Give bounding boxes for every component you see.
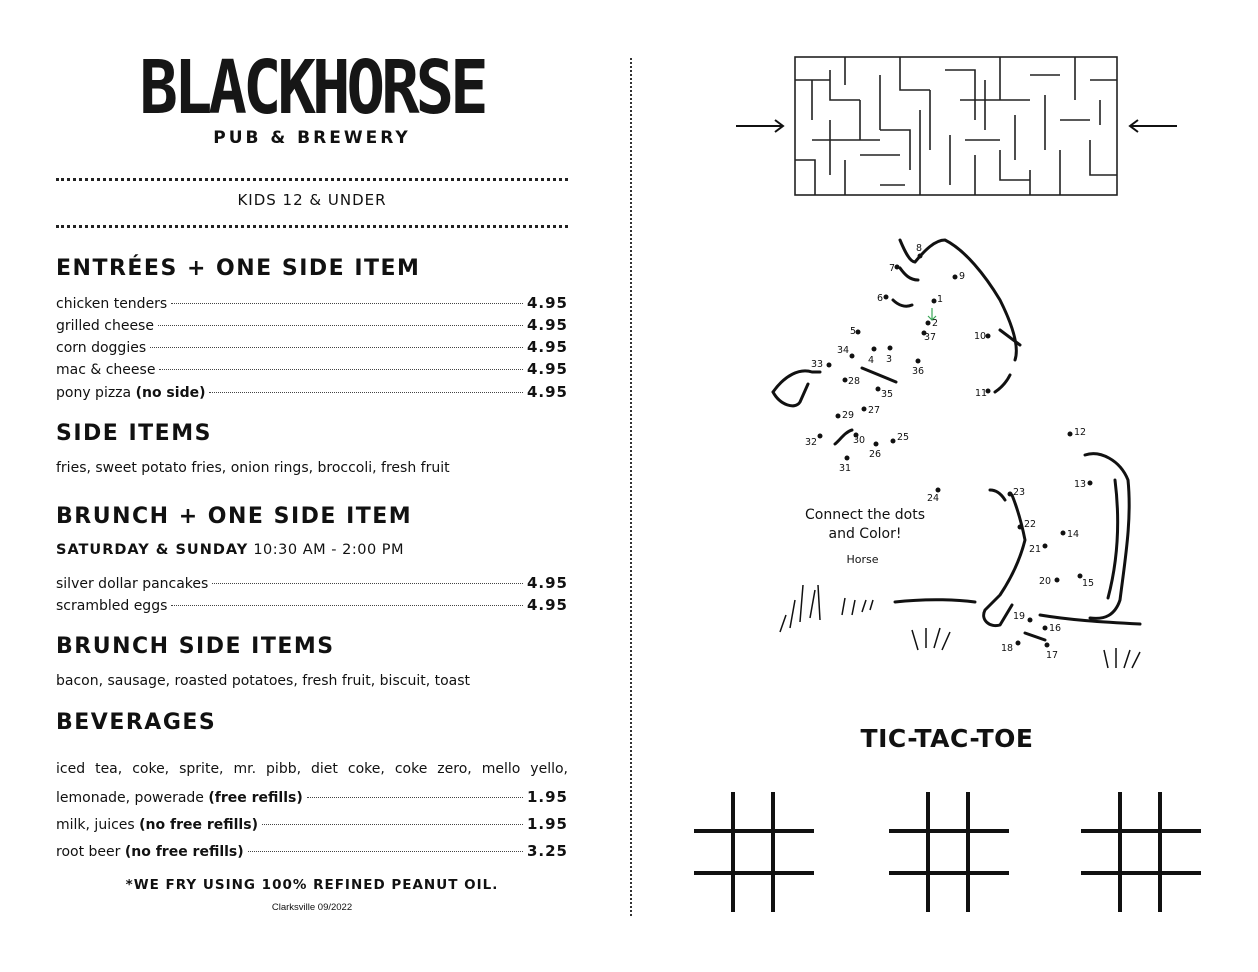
svg-text:7: 7 [889, 263, 896, 274]
menu-item: milk, juices (no free refills) 1.95 [56, 815, 568, 833]
svg-text:14: 14 [1067, 529, 1080, 540]
brunch-hours: SATURDAY & SUNDAY 10:30 AM - 2:00 PM [56, 542, 405, 558]
maze-arrows [736, 120, 1177, 132]
tictactoe-board-2 [889, 792, 1009, 912]
svg-text:17: 17 [1046, 650, 1059, 661]
svg-text:19: 19 [1013, 611, 1026, 622]
menu-item: corn doggies 4.95 [56, 338, 568, 356]
menu-item: scrambled eggs 4.95 [56, 596, 568, 614]
section-heading-brunch: BRUNCH + ONE SIDE ITEM [56, 504, 413, 529]
svg-text:6: 6 [877, 293, 884, 304]
brand-subtitle: PUB & BREWERY [213, 128, 411, 148]
svg-text:11: 11 [975, 388, 988, 399]
svg-text:12: 12 [1074, 427, 1087, 438]
menu-footer: Clarksville 09/2022 [271, 902, 353, 913]
peanut-oil-note: *WE FRY USING 100% REFINED PEANUT OIL. [125, 877, 499, 893]
menu-audience: KIDS 12 & UNDER [237, 191, 387, 209]
menu-item: chicken tenders 4.95 [56, 294, 568, 312]
dots [818, 254, 1093, 648]
svg-text:24: 24 [927, 493, 940, 504]
svg-text:3: 3 [886, 354, 893, 365]
menu-item: pony pizza (no side) 4.95 [56, 383, 568, 401]
svg-text:9: 9 [959, 271, 966, 282]
tictactoe-title: TIC-TAC-TOE [860, 724, 1034, 753]
svg-text:15: 15 [1082, 578, 1095, 589]
svg-text:10: 10 [974, 331, 987, 342]
svg-text:29: 29 [842, 410, 855, 421]
connect-dots-title: Connect the dots and Color! [805, 507, 925, 542]
section-heading-beverages: BEVERAGES [56, 710, 217, 735]
menu-item: silver dollar pancakes 4.95 [56, 574, 568, 592]
svg-text:23: 23 [1013, 487, 1026, 498]
menu-item: grilled cheese 4.95 [56, 316, 568, 334]
svg-text:35: 35 [881, 389, 894, 400]
svg-text:30: 30 [853, 435, 866, 446]
svg-text:25: 25 [897, 432, 910, 443]
svg-text:21: 21 [1029, 544, 1042, 555]
svg-text:5: 5 [850, 326, 857, 337]
connect-dots-subject: Horse [846, 553, 879, 566]
svg-text:13: 13 [1074, 479, 1087, 490]
brand-logo: BLACKHORSE [139, 46, 485, 132]
menu-item: root beer (no free refills) 3.25 [56, 842, 568, 860]
dot-labels [805, 243, 1094, 661]
side-items-list: fries, sweet potato fries, onion rings, broccoli, fresh fruit [56, 460, 450, 476]
svg-text:26: 26 [869, 449, 882, 460]
section-heading-sides: SIDE ITEMS [56, 421, 212, 446]
svg-text:33: 33 [811, 359, 824, 370]
svg-text:4: 4 [868, 355, 875, 366]
tictactoe-board-3 [1081, 792, 1201, 912]
svg-text:22: 22 [1024, 519, 1037, 530]
svg-text:2: 2 [932, 318, 939, 329]
section-heading-entrees: ENTRÉES + ONE SIDE ITEM [56, 256, 421, 281]
svg-text:37: 37 [924, 332, 937, 343]
svg-text:8: 8 [916, 243, 923, 254]
svg-text:18: 18 [1001, 643, 1014, 654]
svg-text:36: 36 [912, 366, 925, 377]
maze [795, 57, 1117, 195]
svg-text:16: 16 [1049, 623, 1062, 634]
grass-drawing [780, 585, 1140, 668]
svg-text:31: 31 [839, 463, 852, 474]
brunch-side-items-list: bacon, sausage, roasted potatoes, fresh fruit, biscuit, toast [56, 673, 471, 689]
section-heading-brunch-sides: BRUNCH SIDE ITEMS [56, 634, 335, 659]
menu-item: lemonade, powerade (free refills) 1.95 [56, 788, 568, 806]
beverages-list: iced tea, coke, sprite, mr. pibb, diet coke, coke zero, mello yello, [56, 761, 568, 777]
svg-text:34: 34 [837, 345, 850, 356]
tictactoe-board-1 [694, 792, 814, 912]
svg-text:27: 27 [868, 405, 881, 416]
svg-text:32: 32 [805, 437, 818, 448]
svg-text:28: 28 [848, 376, 861, 387]
svg-text:20: 20 [1039, 576, 1052, 587]
menu-item: mac & cheese 4.95 [56, 360, 568, 378]
svg-text:1: 1 [937, 294, 944, 305]
